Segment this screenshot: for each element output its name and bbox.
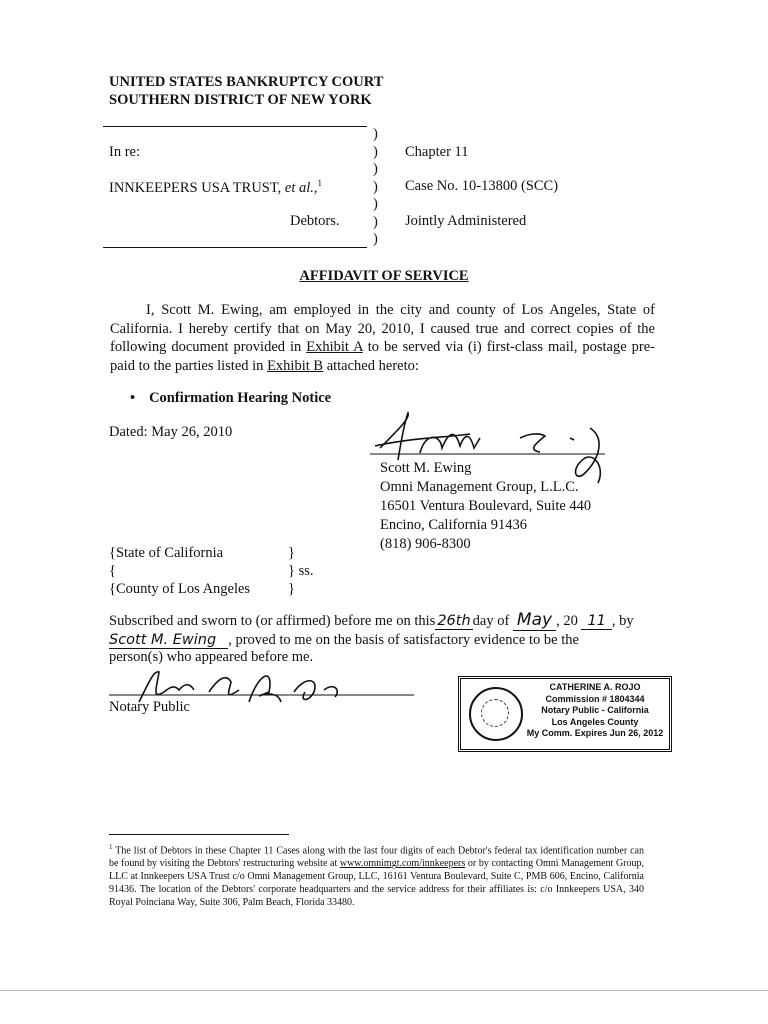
- footnote-rule: [109, 834, 289, 835]
- footnote-ref: 1: [317, 178, 323, 188]
- jurat-day: 26th: [437, 613, 471, 629]
- debtors-label: Debtors.: [290, 213, 340, 229]
- signer-name: Scott M. Ewing: [380, 460, 472, 476]
- signer-phone: (818) 906-8300: [380, 536, 471, 552]
- signer-street: 16501 Ventura Boulevard, Suite 440: [380, 498, 592, 514]
- jurat-affiant-name: Scott M. Ewing: [109, 632, 228, 649]
- et-al: et al.: [284, 179, 314, 196]
- notary-seal: [458, 676, 672, 752]
- seal-expires: My Comm. Expires Jun 26, 2012: [526, 728, 664, 738]
- signer-city: Encino, California 91436: [380, 517, 527, 533]
- court-header: [109, 73, 383, 109]
- jointly-administered: Jointly Administered: [405, 213, 527, 229]
- bullet-icon: •: [130, 390, 136, 406]
- affidavit-body: I, Scott M. Ewing, am employed in the city and county of Los Angeles, State of California. I hereby certify that on May 20, 2010, I caused true and correct copies of the following document provided in Exhibit A to be served via (i) first-class mail, postage pre-paid to the parties listed in Exhibit B attached hereto:: [110, 302, 655, 374]
- signer-block: [380, 459, 591, 554]
- debtor-name: INNKEEPERS USA TRUST, et al.,$^1$: [109, 178, 323, 196]
- venue-block: {State of California { {County of Los Angeles: [109, 545, 251, 597]
- venue-braces: } } ss. }: [288, 545, 314, 597]
- jurat-year: 11: [581, 613, 611, 630]
- footnote: $^1$ The list of Debtors in these Chapter 11 Cases along with the last four digits of each Debtor's federal tax identification number can be found by visiting the Debtors' restructuring website at www.omnimgt.com/innkeepers or by contacting Omni Management Group, LLC at Innkeepers USA Trust c/o Omni Management Group, LLC, 16161 Ventura Boulevard, Suite C, PMB 606, Encino, California 91436. The location of the Debtors' corporate headquarters and the service address for their affiliates is: c/o Innkeepers USA, 340 Royal Poinciana Way, Suite 306, Palm Beach, Florida 33480.: [109, 843, 644, 909]
- served-document-item: • Confirmation Hearing Notice: [130, 390, 332, 406]
- footnote-website-link[interactable]: www.omnimgt.com/innkeepers: [339, 858, 466, 870]
- case-number: Case No. 10-13800 (SCC): [405, 178, 559, 194]
- signer-company: Omni Management Group, L.L.C.: [380, 479, 579, 495]
- caption-top-rule: [103, 126, 367, 127]
- seal-text: [525, 682, 665, 740]
- page-bottom-edge: [0, 990, 768, 991]
- debtor-name-text: INNKEEPERS USA TRUST,: [109, 179, 282, 196]
- seal-notary-name: CATHERINE A. ROJO: [549, 682, 641, 692]
- notary-public-label: Notary Public: [109, 699, 190, 715]
- dated-line: Dated: May 26, 2010: [109, 424, 233, 440]
- document-title: AFFIDAVIT OF SERVICE: [299, 268, 469, 284]
- exhibit-b-ref: Exhibit B: [267, 357, 324, 374]
- caption-bottom-rule: [103, 247, 367, 248]
- court-name: UNITED STATES BANKRUPTCY COURT: [109, 74, 384, 90]
- jurat-month: May: [513, 610, 556, 631]
- in-re-label: In re:: [109, 144, 140, 160]
- chapter-label: Chapter 11: [405, 144, 469, 160]
- seal-title: Notary Public - California: [541, 705, 649, 715]
- seal-commission: Commission # 1804344: [545, 693, 645, 704]
- jurat-text: Subscribed and sworn to (or affirmed) before me on this 26th day of May , 20 11 , by Scott M. Ewing , proved to me on the basis of satisfactory evidence to be the person(s) who appeared before me.: [109, 610, 634, 665]
- caption-parens: ) ) ) ) ) ) ): [373, 126, 378, 247]
- seal-county: Los Angeles County: [551, 716, 639, 727]
- exhibit-a-ref: Exhibit A: [306, 339, 363, 355]
- state-seal-icon: [469, 687, 523, 741]
- court-district: SOUTHERN DISTRICT OF NEW YORK: [109, 92, 372, 108]
